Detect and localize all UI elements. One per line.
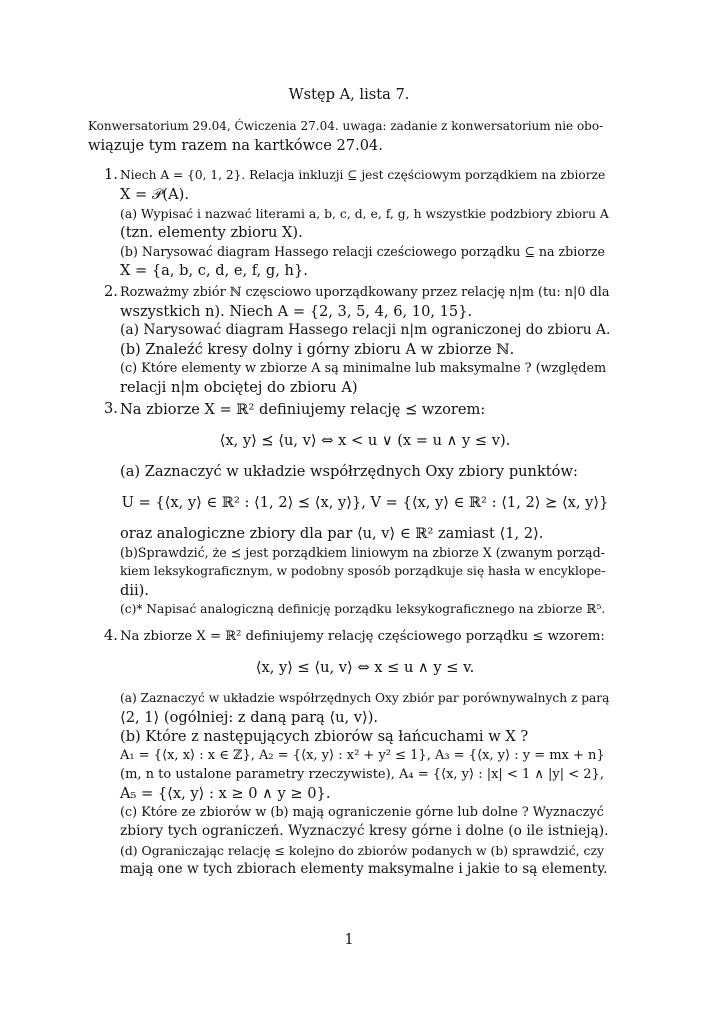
problem-number: 1. (104, 166, 118, 183)
problem-line: wszystkich n). Niech A = {2, 3, 5, 4, 6, 10, 15}. (120, 303, 473, 320)
intro-line: Konwersatorium 29.04, Ćwiczenia 27.04. uwaga: zadanie z konwersatorium nie obo- (88, 119, 604, 133)
problem-1 (88, 166, 610, 280)
problem-line: (b) Narysować diagram Hassego relacji cześciowego porządku ⊆ na zbiorze (120, 244, 605, 259)
problem-body (120, 283, 610, 397)
intro-paragraph (88, 117, 610, 155)
problem-line: (b) Które z następujących zbiorów są łańcuchami w X ? (120, 728, 529, 745)
problem-line: ⟨2, 1⟩ (ogólniej: z daną parą ⟨u, v⟩). (120, 709, 379, 726)
problem-body (120, 400, 610, 619)
display-formula: ⟨x, y⟩ ⪯ ⟨u, v⟩ ⇔ x < u ∨ (x = u ∧ y ≤ v). (219, 432, 511, 449)
problem-line: (m, n to ustalone parametry rzeczywiste), A₄ = {⟨x, y⟩ : |x| < 1 ∧ |y| < 2}, (120, 767, 604, 782)
problem-line: Niech A = {0, 1, 2}. Relacja inkluzji ⊆ jest częściowym porządkiem na zbiorze (120, 168, 606, 182)
problem-line: (tzn. elementy zbioru X). (120, 224, 303, 241)
problem-line: dii). (120, 582, 150, 599)
problem-line: Na zbiorze X = ℝ² definiujemy relację częściowego porządku ≤ wzorem: (120, 629, 605, 644)
display-formula: ⟨x, y⟩ ≤ ⟨u, v⟩ ⇔ x ≤ u ∧ y ≤ v. (255, 659, 475, 676)
problem-body (120, 627, 610, 879)
problem-line: (a) Narysować diagram Hassego relacji n|m ograniczonej do zbioru A. (120, 322, 611, 338)
problem-line: Na zbiorze X = ℝ² definiujemy relację ⪯ wzorem: (120, 401, 486, 418)
problem-line: relacji n|m obciętej do zbioru A) (120, 379, 358, 396)
problem-line: (a) Zaznaczyć w układzie współrzędnych Oxy zbiór par porównywalnych z parą (120, 691, 610, 705)
problem-line: (c) Które elementy w zbiorze A są minimalne lub maksymalne ? (względem (120, 361, 607, 376)
problem-line: kiem leksykograficznym, w podobny sposób porządkuje się hasła w encyklope- (120, 564, 606, 578)
display-formula: U = {⟨x, y⟩ ∈ ℝ² : ⟨1, 2⟩ ⪯ ⟨x, y⟩}, V = {⟨x, y⟩ ∈ ℝ² : ⟨1, 2⟩ ⪰ ⟨x, y⟩} (121, 494, 609, 511)
problem-number: 3. (104, 400, 118, 417)
problem-number: 2. (104, 283, 118, 300)
problem-line: mają one w tych zbiorach elementy maksymalne i jakie to są elementy. (120, 861, 608, 877)
problem-line: A₅ = {⟨x, y⟩ : x ≥ 0 ∧ y ≥ 0}. (120, 785, 331, 802)
problem-line: (c) Które ze zbiorów w (b) mają ograniczenie górne lub dolne ? Wyznaczyć (120, 805, 604, 820)
problem-line: oraz analogiczne zbiory dla par ⟨u, v⟩ ∈ ℝ² zamiast ⟨1, 2⟩. (120, 525, 544, 542)
problem-body (120, 166, 610, 280)
problem-line: (b)Sprawdzić, że ⪯ jest porządkiem liniowym na zbiorze X (zwanym porząd- (120, 545, 605, 560)
problem-line: zbiory tych ograniczeń. Wyznaczyć kresy górne i dolne (o ile istnieją). (120, 823, 609, 839)
problem-line: (d) Ograniczając relację ≤ kolejno do zbiorów podanych w (b) sprawdzić, czy (120, 843, 604, 858)
problem-2 (88, 283, 610, 397)
problem-line: (b) Znaleźć kresy dolny i górny zbioru A w zbiorze ℕ. (120, 341, 515, 358)
problem-line: (a) Zaznaczyć w układzie współrzędnych Oxy zbiory punktów: (120, 463, 578, 480)
problem-line: X = 𝒫(A). (120, 186, 189, 203)
problem-line: Rozważmy zbiór ℕ częsciowo uporządkowany przez relację n|m (tu: n|0 dla (120, 285, 610, 300)
problem-number: 4. (104, 627, 118, 644)
problem-line: (a) Wypisać i nazwać literami a, b, c, d, e, f, g, h wszystkie podzbiory zbioru A (120, 206, 609, 221)
problem-line: A₁ = {⟨x, x⟩ : x ∈ ℤ}, A₂ = {⟨x, y⟩ : x² + y² ≤ 1}, A₃ = {⟨x, y⟩ : y = mx + n} (120, 748, 605, 763)
problem-line: (c)* Napisać analogiczną definicję porządku leksykograficznego na zbiorze ℝ⁵. (120, 602, 606, 616)
problem-line: X = {a, b, c, d, e, f, g, h}. (120, 262, 308, 279)
intro-line: wiązuje tym razem na kartkówce 27.04. (88, 137, 383, 154)
problem-4 (88, 627, 610, 879)
page-title: Wstęp A, lista 7. (288, 86, 410, 103)
page-number: 1 (344, 931, 354, 948)
problem-3 (88, 400, 610, 619)
